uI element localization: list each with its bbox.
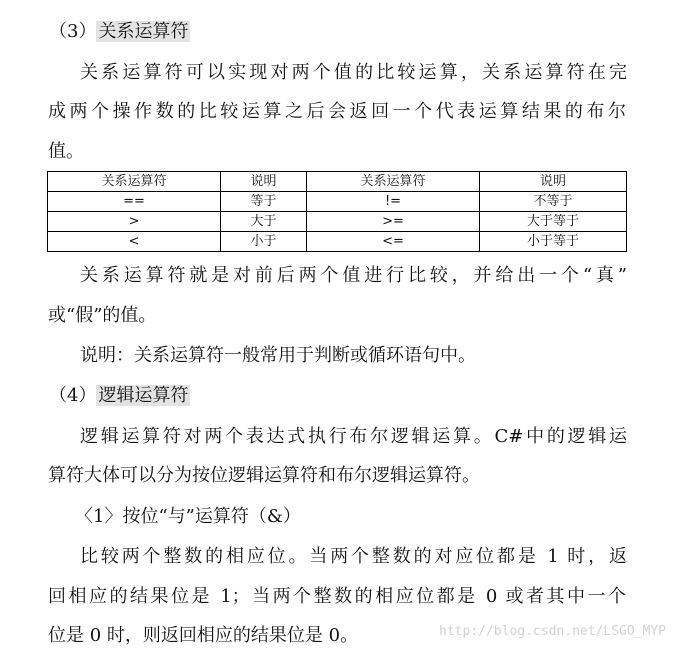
section3-after-line-2: 或“假”的值。 — [48, 305, 157, 326]
section3-number: （3） — [49, 21, 97, 42]
section3-after-line-1: 关系运算符就是对前后两个值进行比较，并给出一个“真” — [80, 265, 627, 286]
section3-heading — [49, 20, 190, 44]
table-header-cell: 说明 — [480, 172, 627, 192]
section4-title: 逻辑运算符 — [98, 385, 189, 406]
section4-sub-heading: 〈1〉按位“与”运算符（&） — [75, 506, 301, 527]
table-cell: 大于等于 — [480, 212, 627, 232]
section4-sub-line-3: 位是 0 时，则返回相应的结果位是 0。 — [48, 625, 359, 646]
table-cell: 等于 — [221, 192, 307, 212]
section3-para-line-1: 关系运算符可以实现对两个值的比较运算，关系运算符在完 — [80, 62, 627, 83]
table-cell: == — [48, 192, 221, 212]
section4-sub-line-2: 回相应的结果位是 1；当两个整数的相应位都是 0 或者其中一个 — [48, 586, 626, 607]
table-cell: 不等于 — [480, 192, 627, 212]
watermark: http://blog.csdn.net/LSGO_MYP — [439, 624, 666, 639]
relational-operators-table — [47, 171, 627, 252]
table-row — [48, 192, 627, 212]
table-cell: 小于 — [221, 232, 307, 252]
table-cell: > — [48, 212, 221, 232]
section4-number: （4） — [49, 385, 97, 406]
table-cell: 大于 — [221, 212, 307, 232]
table-cell: 小于等于 — [480, 232, 627, 252]
table-header-row — [48, 172, 627, 192]
table-cell: < — [48, 232, 221, 252]
section3-note: 说明：关系运算符一般常用于判断或循环语句中。 — [80, 345, 476, 366]
table-header-cell: 说明 — [221, 172, 307, 192]
section3-para-line-3: 值。 — [48, 141, 84, 162]
section4-para-line-1: 逻辑运算符对两个表达式执行布尔逻辑运算。C#中的逻辑运 — [80, 426, 627, 447]
table-row — [48, 212, 627, 232]
table-cell: >= — [307, 212, 480, 232]
section4-sub-line-1: 比较两个整数的相应位。当两个整数的对应位都是 1 时，返 — [80, 546, 627, 567]
section4-para-line-2: 算符大体可以分为按位逻辑运算符和布尔逻辑运算符。 — [48, 465, 480, 486]
table-row — [48, 232, 627, 252]
table-cell: <= — [307, 232, 480, 252]
section3-title: 关系运算符 — [98, 21, 189, 42]
section4-heading — [49, 384, 190, 408]
table-cell: != — [307, 192, 480, 212]
table-header-cell: 关系运算符 — [307, 172, 480, 192]
table-header-cell: 关系运算符 — [48, 172, 221, 192]
section3-para-line-2: 成两个操作数的比较运算之后会返回一个代表运算结果的布尔 — [48, 101, 626, 122]
